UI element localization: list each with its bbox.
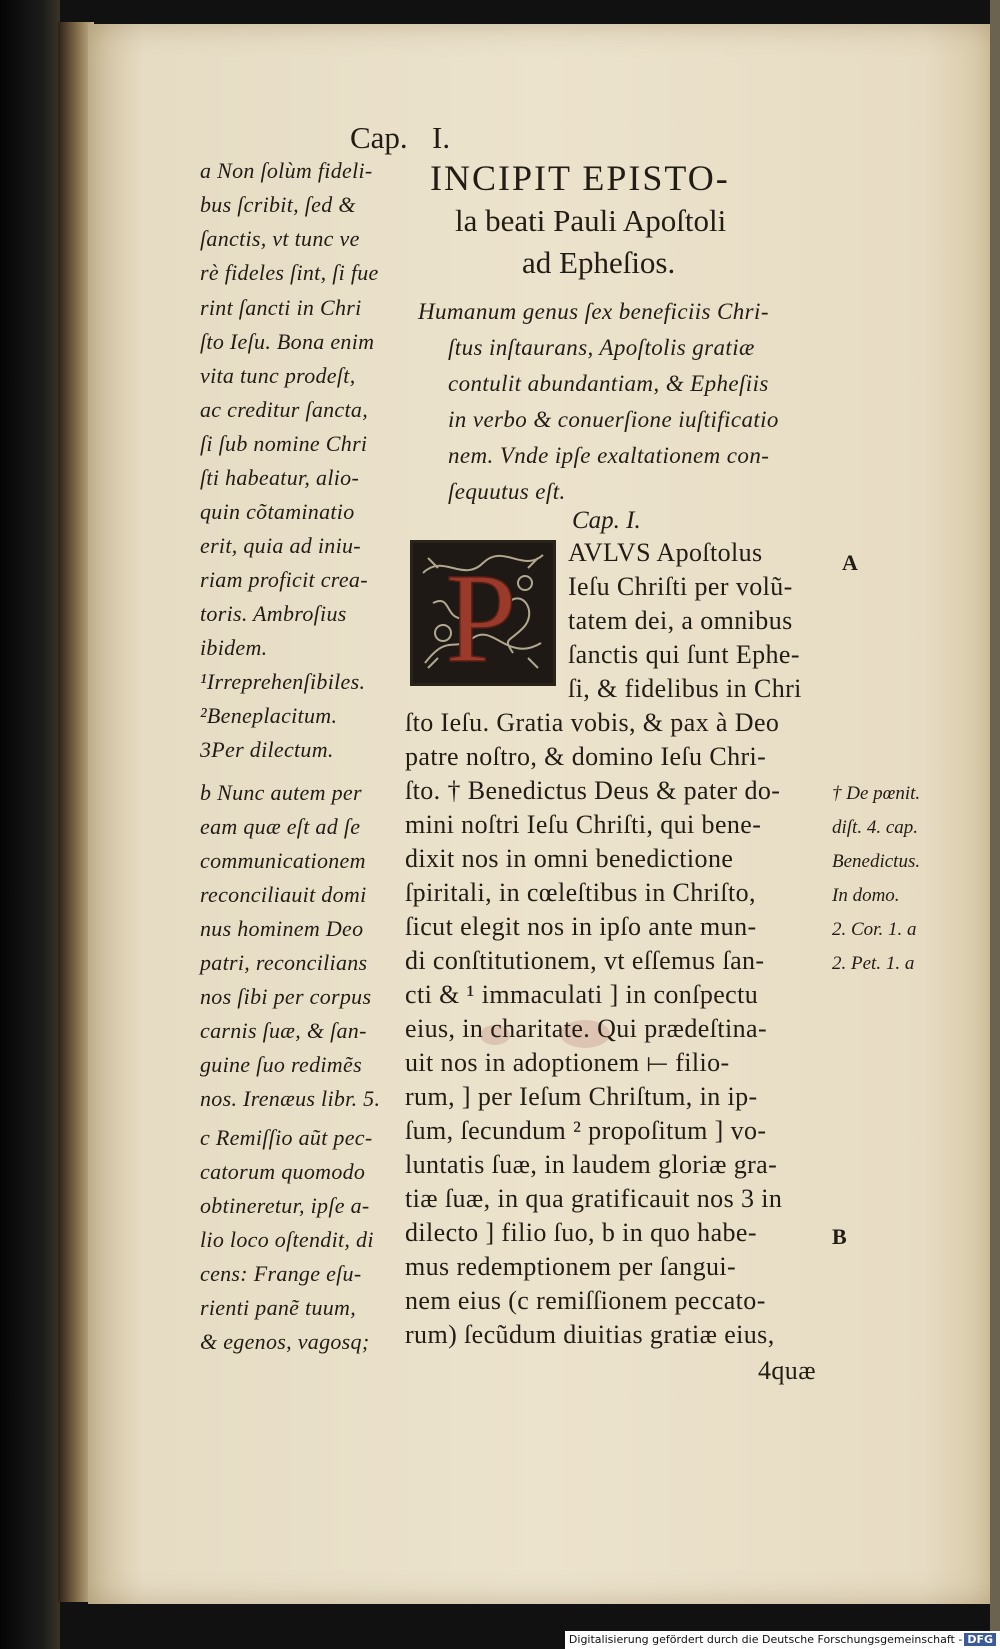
body-line: ſto Ieſu. Gratia vobis, & pax à Deo	[405, 708, 780, 737]
body-line: rum) ſecũdum diuitias gratiæ eius,	[405, 1320, 775, 1349]
body-line: AVLVS Apoſtolus	[568, 538, 763, 567]
margin-line: toris. Ambroſius	[200, 601, 347, 626]
title-line-1: INCIPIT EPISTO-	[430, 158, 730, 198]
summary-line: in verbo & conuerſione iuſtificatio	[448, 407, 779, 432]
margin-line: cens: Frange eſu-	[200, 1261, 362, 1286]
body-line: tiæ ſuæ, in qua gratificauit nos 3 in	[405, 1184, 783, 1213]
right-note: 2. Pet. 1. a	[832, 953, 915, 974]
decorated-initial	[410, 540, 556, 686]
right-note: † De pœnit.	[832, 783, 921, 804]
margin-line: b Nunc autem per	[200, 780, 362, 805]
catchword: 4quæ	[758, 1356, 816, 1385]
margin-line: ibidem.	[200, 635, 268, 660]
margin-line: ²Beneplacitum.	[200, 703, 338, 728]
right-note: 2. Cor. 1. a	[832, 919, 917, 940]
margin-line: vita tunc prodeſt,	[200, 363, 356, 388]
margin-line: lio loco oſtendit, di	[200, 1227, 374, 1252]
margin-line: guine ſuo redimẽs	[200, 1052, 362, 1077]
header-cap-right: I.	[432, 120, 451, 155]
margin-line: obtineretur, ipſe a-	[200, 1193, 370, 1218]
body-line: nem eius (c remiſſionem peccato-	[405, 1286, 766, 1315]
margin-line: bus ſcribit, ſed &	[200, 192, 356, 217]
margin-line: reconciliauit domi	[200, 882, 367, 907]
margin-line: carnis ſuæ, & ſan-	[200, 1018, 367, 1043]
body-line: ſto. † Benedictus Deus & pater do-	[405, 776, 781, 805]
body-line: di conſtitutionem, vt eſſemus ſan-	[405, 946, 765, 975]
title-line-3: ad Epheſios.	[522, 245, 676, 280]
body-line: ſpiritali, in cœleſtibus in Chriſto,	[405, 878, 756, 907]
margin-line: c Remiſſio aũt pec-	[200, 1125, 373, 1150]
body-line: tatem dei, a omnibus	[568, 606, 793, 635]
body-line: eius, in charitate. Qui prædeſtina-	[405, 1014, 768, 1043]
book-binding	[0, 0, 60, 1649]
body-line: ſi, & fidelibus in Chri	[568, 674, 802, 703]
body-line: luntatis ſuæ, in laudem gloriæ gra-	[405, 1150, 778, 1179]
digitization-credit	[565, 1631, 1000, 1649]
section-letter-a: A	[842, 550, 858, 575]
margin-line: rint ſancti in Chri	[200, 295, 362, 320]
dfg-logo: DFG	[964, 1633, 996, 1646]
summary-line: ſequutus eſt.	[448, 479, 566, 504]
body-line: mini noſtri Ieſu Chriſti, qui bene-	[405, 810, 762, 839]
right-note: Benedictus.	[832, 851, 921, 872]
title-line-2: la beati Pauli Apoſtoli	[455, 203, 727, 238]
body-line: dixit nos in omni benedictione	[405, 844, 734, 873]
header-cap-left: Cap.	[350, 120, 408, 155]
body-line: uit nos in adoptionem ⟝ filio-	[405, 1048, 730, 1077]
margin-line: communicationem	[200, 848, 366, 873]
margin-line: 3Per dilectum.	[200, 737, 334, 762]
margin-line: quin cõtaminatio	[200, 499, 355, 524]
summary-line: ſtus inſtaurans, Apoſtolis gratiæ	[448, 335, 755, 360]
chapter-label: Cap. I.	[572, 507, 641, 534]
margin-line: ſto Ieſu. Bona enim	[200, 329, 375, 354]
margin-line: erit, quia ad iniu-	[200, 533, 361, 558]
body-line: Ieſu Chriſti per volũ-	[568, 572, 793, 601]
margin-line: ac creditur ſancta,	[200, 397, 369, 422]
margin-line: nos. Irenæus libr. 5.	[200, 1086, 381, 1111]
margin-line: eam quæ eſt ad ſe	[200, 814, 361, 839]
body-line: cti & ¹ immaculati ] in conſpectu	[405, 980, 759, 1009]
body-line: ſicut elegit nos in ipſo ante mun-	[405, 912, 757, 941]
margin-line: ſi ſub nomine Chri	[200, 431, 368, 456]
right-note: diſt. 4. cap.	[832, 817, 919, 838]
margin-line: ſti habeatur, alio-	[200, 465, 360, 490]
margin-line: nos ſibi per corpus	[200, 984, 372, 1009]
margin-line: rienti panẽ tuum,	[200, 1295, 357, 1320]
right-edge	[990, 0, 1000, 1649]
margin-line: rè fideles ſint, ſi fue	[200, 260, 379, 285]
body-line: dilecto ] filio ſuo, b in quo habe-	[405, 1218, 757, 1247]
margin-line: ¹Irreprehenſibiles.	[200, 669, 366, 694]
margin-line: a Non ſolùm fideli-	[200, 158, 373, 183]
initial-letter: P	[445, 547, 517, 683]
body-line: mus redemptionem per ſangui-	[405, 1252, 737, 1281]
summary-line: contulit abundantiam, & Epheſiis	[448, 371, 769, 396]
credit-text: Digitalisierung gefördert durch die Deutsche Forschungsgemeinschaft -	[568, 1633, 963, 1646]
margin-line: riam proficit crea-	[200, 567, 368, 592]
margin-line: & egenos, vagosq;	[200, 1329, 370, 1354]
right-note: In domo.	[832, 885, 900, 906]
body-line: rum, ] per Ieſum Chriſtum, in ip-	[405, 1082, 758, 1111]
body-line: patre noſtro, & domino Ieſu Chri-	[405, 742, 767, 771]
summary-line: nem. Vnde ipſe exaltationem con-	[448, 443, 770, 468]
body-line: ſum, ſecundum ² propoſitum ] vo-	[405, 1116, 767, 1145]
initial-ornament-icon	[413, 543, 553, 683]
margin-line: ſanctis, vt tunc ve	[200, 226, 360, 251]
margin-line: catorum quomodo	[200, 1159, 366, 1184]
body-line: ſanctis qui ſunt Ephe-	[568, 640, 800, 669]
margin-line: patri, reconcilians	[200, 950, 368, 975]
section-letter-b: B	[832, 1224, 847, 1249]
margin-line: nus hominem Deo	[200, 916, 364, 941]
summary-line: Humanum genus ſex beneficiis Chri-	[418, 299, 769, 324]
